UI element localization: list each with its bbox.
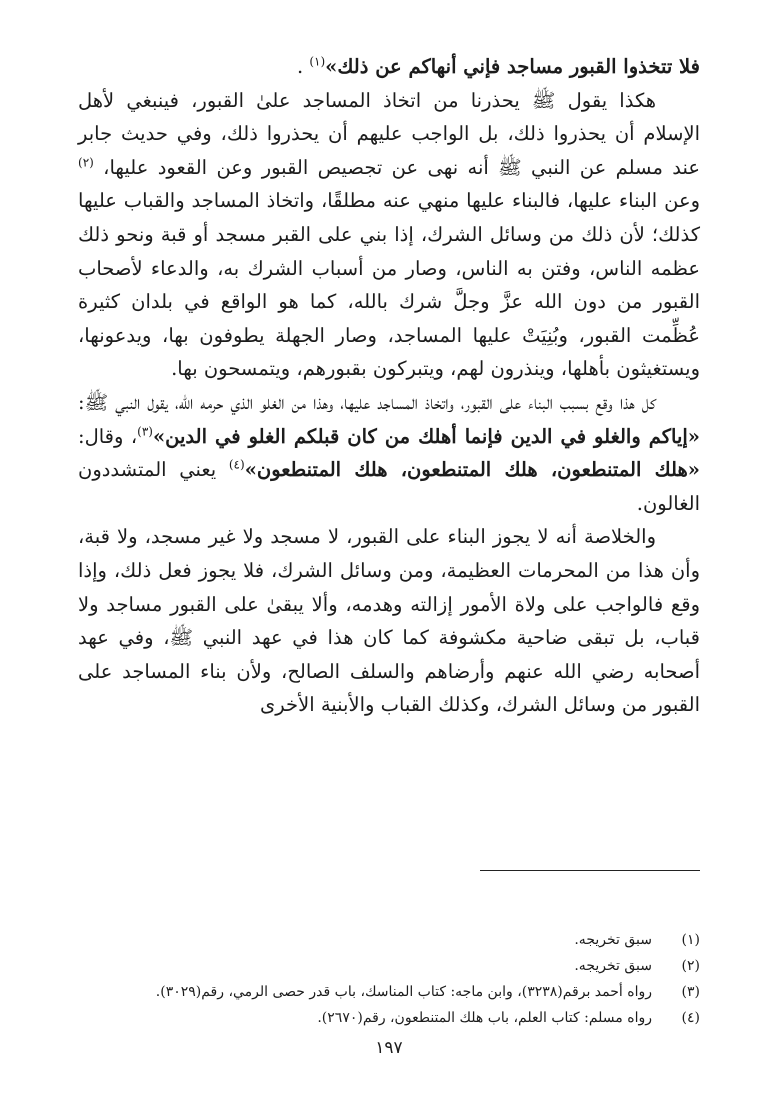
paragraph [78, 386, 700, 520]
text-segment: ، وقال: [78, 424, 138, 448]
body-text [78, 50, 700, 722]
paragraph [78, 50, 700, 84]
page-number: ١٩٧ [375, 1038, 403, 1058]
footnote [78, 953, 700, 979]
footnote-ref: (٤) [228, 457, 245, 472]
paragraph [78, 520, 700, 722]
footnote-ref: (٢) [78, 155, 94, 170]
hadith-quote: فلا تتخذوا القبور مساجد فإني أنهاكم عن ذلك» [325, 55, 700, 78]
footnote-divider [480, 870, 700, 871]
footnote [78, 927, 700, 953]
hadith-quote: «هلك المتنطعون، هلك المتنطعون، هلك المتنطعون» [244, 458, 700, 482]
footnote-number: (١) [681, 932, 700, 948]
footnote-number: (٢) [681, 958, 700, 974]
text-segment: يعني المتشددون الغالون. [78, 458, 700, 515]
footnote-ref: (١) [309, 54, 326, 69]
footnote-text: سبق تخريجه. [574, 958, 652, 974]
footnote [78, 1005, 700, 1031]
footnote-text: سبق تخريجه. [574, 932, 652, 948]
footnote-text: رواه أحمد برقم(٣٢٣٨)، وابن ماجه: كتاب المناسك، باب قدر حصى الرمي، رقم(٣٠٢٩). [155, 984, 652, 1000]
text-segment: هكذا يقول ﷺ يحذرنا من اتخاذ المساجد علىٰ القبور، فينبغي لأهل الإسلام أن يحذروا ذلك، بل الواجب عليهم أن يحذروا ذلك، وفي حديث جابر عند مسلم عن النبي ﷺ أنه نهى عن تجصيص القبور وعن القعود عليها، [78, 88, 700, 179]
footnote-text: رواه مسلم: كتاب العلم، باب هلك المتنطعون، رقم(٢٦٧٠). [317, 1010, 652, 1026]
book-page [78, 50, 700, 1090]
text-segment: . [296, 55, 310, 78]
footnote-ref: (٣) [137, 424, 153, 439]
hadith-quote: «إياكم والغلو في الدين فإنما أهلك من كان قبلكم الغلو في الدين» [152, 424, 700, 448]
paragraph [78, 84, 700, 386]
footnote [78, 979, 700, 1005]
footnote-number: (٤) [681, 1010, 700, 1026]
footnote-number: (٣) [681, 984, 700, 1000]
text-segment: وعن البناء عليها، فالبناء عليها منهي عنه مطلقًا، واتخاذ المساجد والقباب عليها كذلك؛ لأن ذلك من وسائل الشرك، إذا بني على القبر مسجد أو قبة ونحو ذلك عظمه الناس، وفتن به الناس، وصار من أسباب الشرك به، والدعاء لأصحاب القبور من دون الله عزَّ وجلَّ شرك بالله، كما هو الواقع في بلدان كثيرة عُظِّمت القبور، وبُنِيَتْ عليها المساجد، وصار الجهلة يطوفون بها، ويدعونها، ويستغيثون بأهلها، وينذرون لهم، ويتبركون بقبورهم، ويتمسحون بها. [78, 189, 700, 381]
footnotes [78, 927, 700, 1031]
text-segment: كل هذا وقع بسبب البناء على القبور، واتخاذ المساجد عليها، وهذا من الغلو الذي حرمه الله، يقول النبي ﷺ: [78, 390, 656, 414]
text-segment: والخلاصة أنه لا يجوز البناء على القبور، لا مسجد ولا غير مسجد، ولا قبة، وأن هذا من المحرمات العظيمة، ومن وسائل الشرك، فلا يجوز فعل ذلك، وإذا وقع فالواجب على ولاة الأمور إزالته وهدمه، وألا يبقىٰ على القبور مساجد ولا قباب، بل تبقى ضاحية مكشوفة كما كان هذا في عهد النبي ﷺ، وفي عهد أصحابه رضي الله عنهم وأرضاهم والسلف الصالح، ولأن بناء المساجد على القبور من وسائل الشرك، وكذلك القباب والأبنية الأخرى [78, 525, 700, 717]
